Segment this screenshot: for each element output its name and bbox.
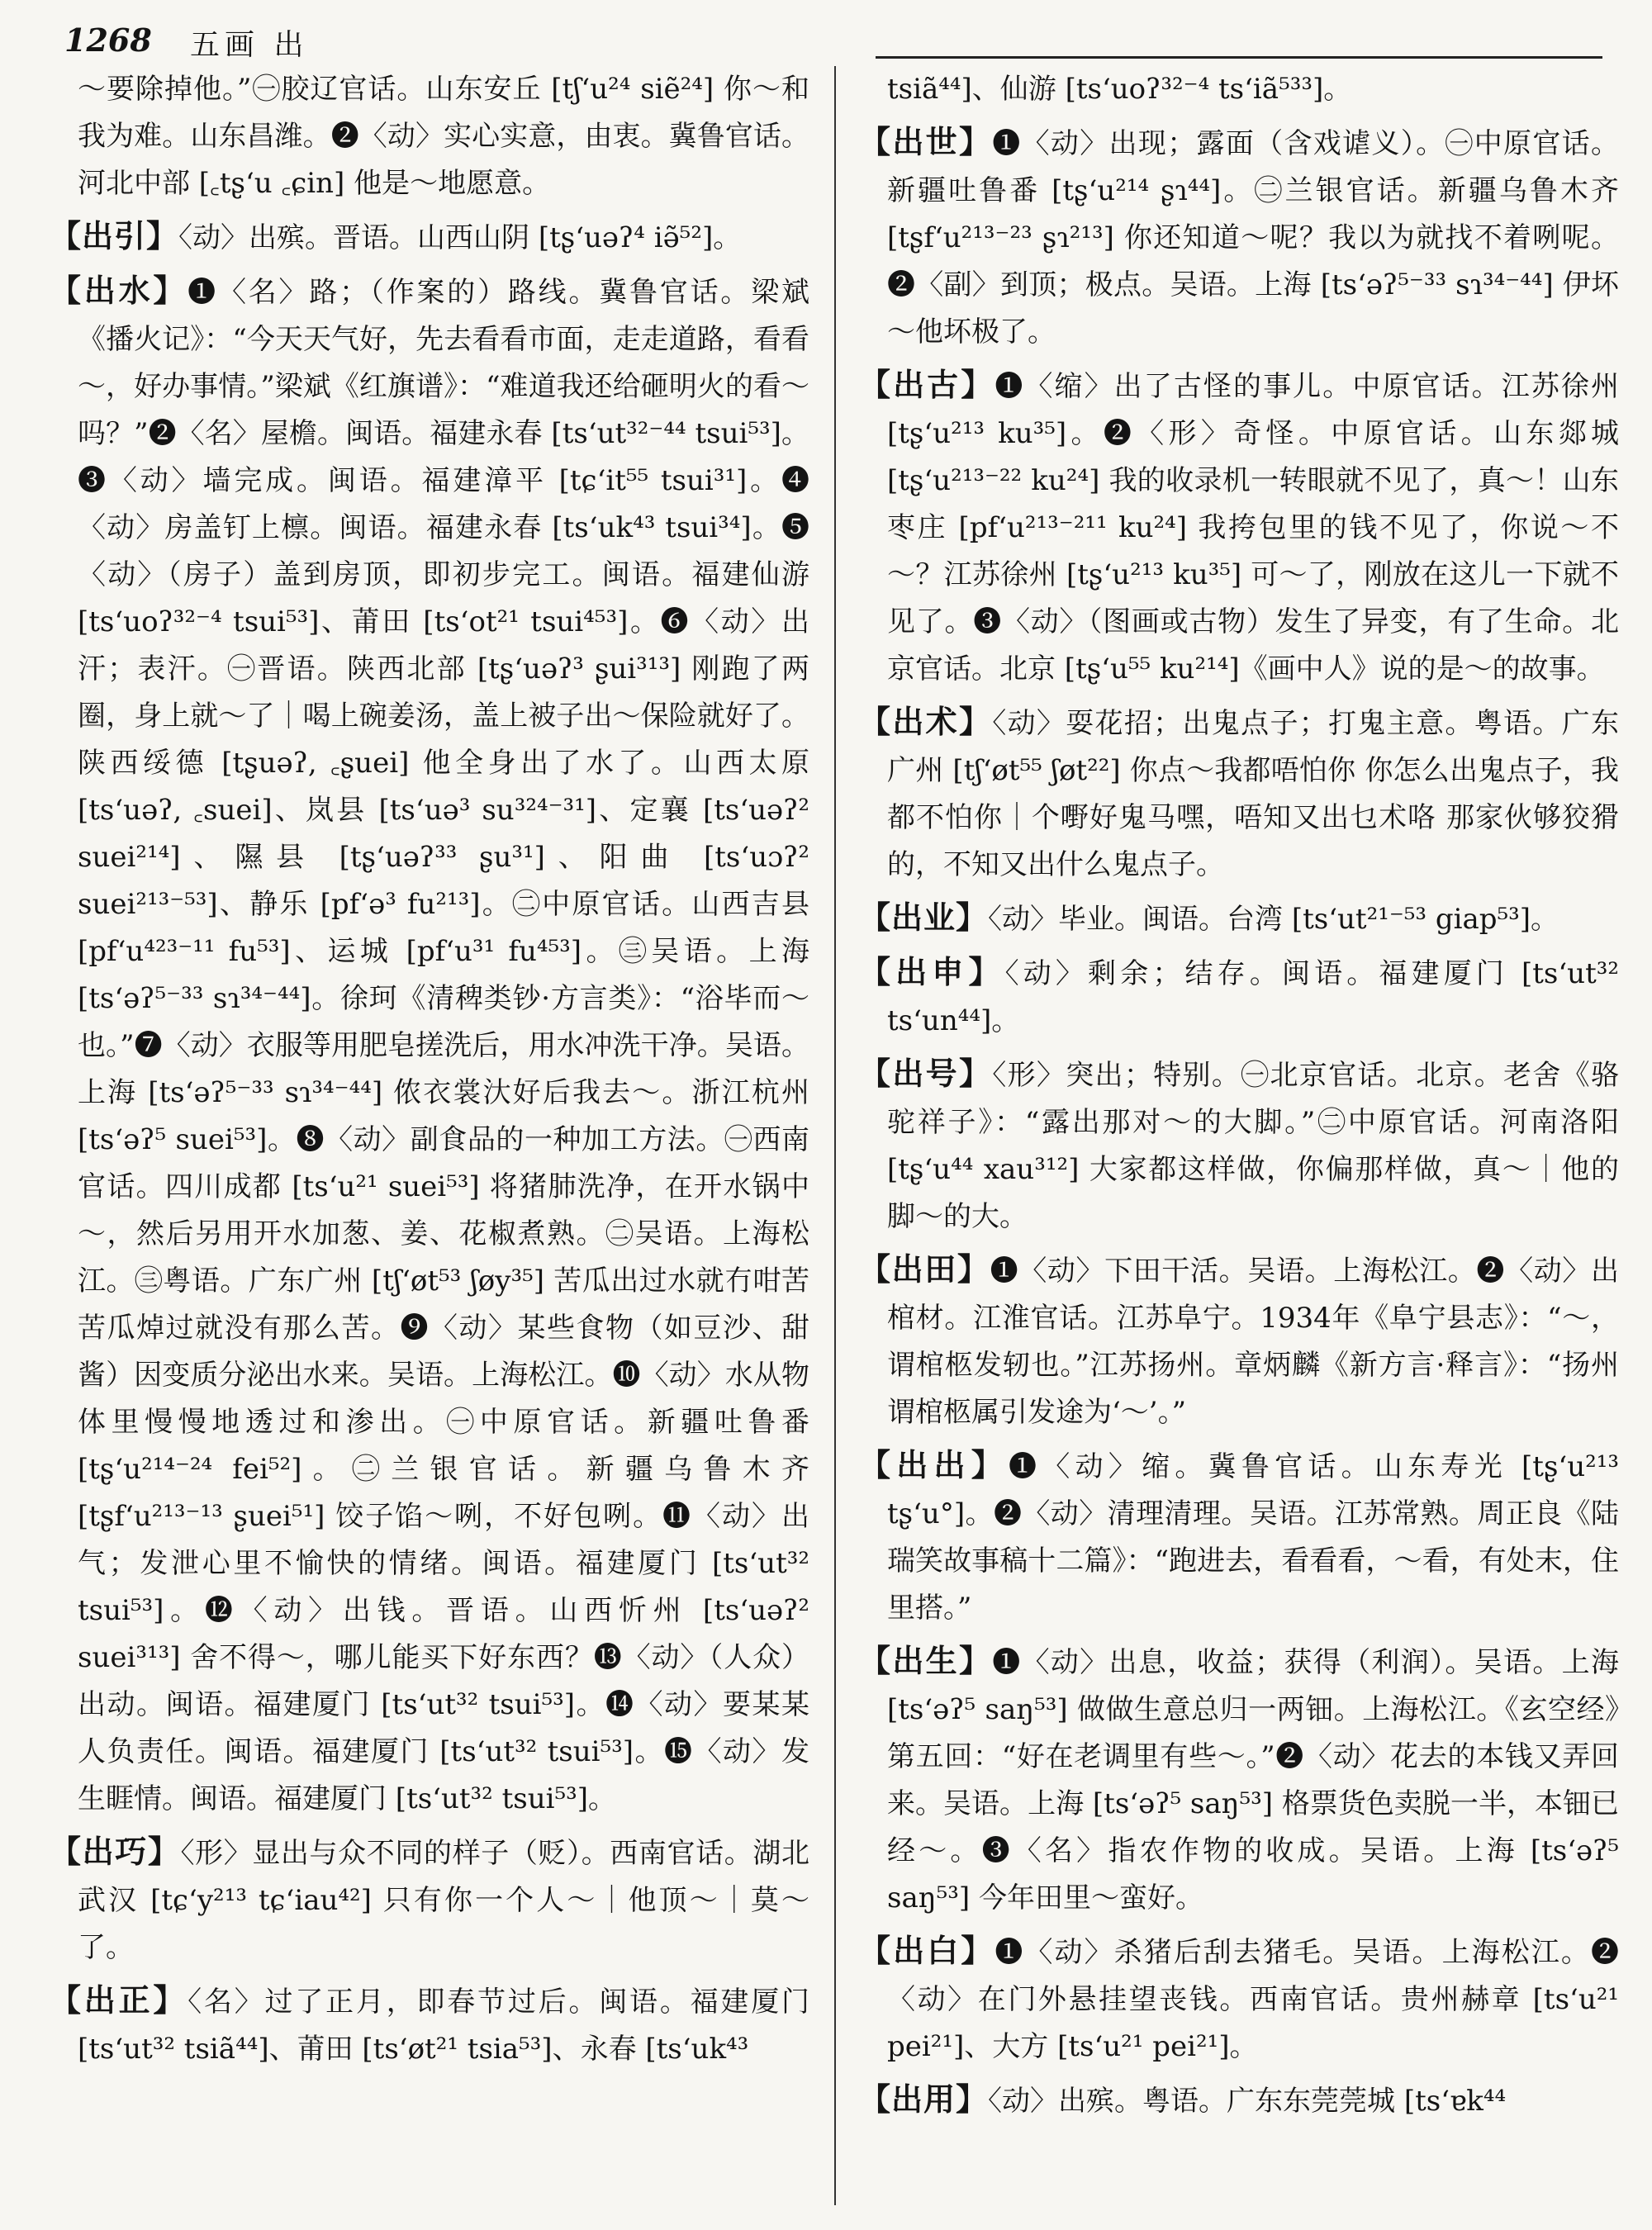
entry-body: tsiã⁴⁴]、仙游 [ts‘uoʔ³²⁻⁴ ts‘iã⁵³³]。 <box>887 73 1352 106</box>
dictionary-entry <box>859 894 1619 943</box>
entry-headword: 【出号】 <box>859 1055 993 1092</box>
dictionary-entry <box>859 1245 1619 1436</box>
dictionary-entry <box>859 1050 1619 1241</box>
entry-headword: 【出出】 <box>859 1446 1009 1483</box>
entry-body: ❶〈名〉路；（作案的）路线。冀鲁官话。梁斌《播火记》：“今天天气好，先去看看市面，走走道路，看看～，好办事情。”梁斌《红旗谱》：“难道我还给砸明火的看～吗？”❷〈名〉屋檐。闽语。福建永春 [ts‘ut³²⁻⁴⁴ tsui⁵³]。❸〈动〉墙完成。闽语。福建漳平 [tɕ‘it⁵⁵ tsui³¹]。❹〈动〉房盖钉上檩。闽语。福建永春 [ts‘uk⁴³ tsui³⁴]。❺〈动〉（房子）盖到房顶，即初步完工。闽语。福建仙游 [ts‘uoʔ³²⁻⁴ tsui⁵³]、莆田 [ts‘ot²¹ tsui⁴⁵³]。❻〈动〉出汗；表汗。㊀晋语。陕西北部 [tʂ‘uəʔ³ ʂui³¹³] 刚跑了两圈，身上就～了｜喝上碗姜汤，盖上被子出～保险就好了。陕西绥德 [tʂuəʔ, ꜀ʂuei] 他全身出了水了。山西太原 [ts‘uəʔ, ꜀suei]、岚县 [ts‘uə³ su³²⁴⁻³¹]、定襄 [ts‘uəʔ² suei²¹⁴]、隰县 [tʂ‘uəʔ³³ ʂu³¹]、阳曲 [ts‘uɔʔ² suei²¹³⁻⁵³]、静乐 [pf‘ə³ fu²¹³]。㊁中原官话。山西吉县 [pf‘u⁴²³⁻¹¹ fu⁵³]、运城 [pf‘u³¹ fu⁴⁵³]。㊂吴语。上海 [ts‘əʔ⁵⁻³³ sɿ³⁴⁻⁴⁴]。徐珂《清稗类钞·方言类》：“浴毕而～也。”❼〈动〉衣服等用肥皂搓洗后，用水冲洗干净。吴语。上海 [ts‘əʔ⁵⁻³³ sɿ³⁴⁻⁴⁴] 侬衣裳汏好后我去～。浙江杭州 [ts‘əʔ⁵ suei⁵³]。❽〈动〉副食品的一种加工方法。㊀西南官话。四川成都 [ts‘u²¹ suei⁵³] 将猪肺洗净，在开水锅中～，然后另用开水加葱、姜、花椒煮熟。㊁吴语。上海松江。㊂粤语。广东广州 [tʃ‘øt⁵³ ʃøy³⁵] 苦瓜出过水就冇咁苦 苦瓜焯过就没有那么苦。❾〈动〉某些食物（如豆沙、甜酱）因变质分泌出水来。吴语。上海松江。❿〈动〉水从物体里慢慢地透过和渗出。㊀中原官话。新疆吐鲁番 [tʂ‘u²¹⁴⁻²⁴ fei⁵²]。㊁兰银官话。新疆乌鲁木齐 [tʂf‘u²¹³⁻¹³ ʂuei⁵¹] 饺子馅～咧，不好包咧。⓫〈动〉出气；发泄心里不愉快的情绪。闽语。福建厦门 [ts‘ut³² tsui⁵³]。⓬〈动〉出钱。晋语。山西忻州 [ts‘uəʔ² suei³¹³] 舍不得～，哪儿能买下好东西？⓭〈动〉（人众）出动。闽语。福建厦门 [ts‘ut³² tsui⁵³]。⓮〈动〉要某某人负责任。闽语。福建厦门 [ts‘ut³² tsui⁵³]。⓯〈动〉发生睚情。闽语。福建厦门 [ts‘ut³² tsui⁵³]。 <box>78 276 809 1815</box>
entry-headword: 【出业】 <box>859 899 989 936</box>
header-rule <box>876 56 1602 59</box>
dictionary-entry <box>859 698 1619 889</box>
right-column <box>859 66 1619 2213</box>
entry-body: 〈名〉过了正月，即春节过后。闽语。福建厦门 [ts‘ut³² tsiã⁴⁴]、莆田 [ts‘øt²¹ tsia⁵³]、永春 [ts‘uk⁴³ <box>78 1986 809 2066</box>
entry-headword: 【出水】 <box>50 272 188 309</box>
dictionary-entry <box>50 1828 809 1971</box>
entry-body: ❶〈动〉杀猪后刮去猪毛。吴语。上海松江。❷〈动〉在门外悬挂望丧钱。西南官话。贵州赫章 [ts‘u²¹ pei²¹]、大方 [ts‘u²¹ pei²¹]。 <box>887 1936 1619 2063</box>
entry-headword: 【出世】 <box>859 123 993 160</box>
entry-headword: 【出引】 <box>50 217 179 254</box>
entry-body: ❶〈缩〉出了古怪的事儿。中原官话。江苏徐州 [tʂ‘u²¹³ ku³⁵]。❷〈形〉奇怪。中原官话。山东郯城 [tʂ‘u²¹³⁻²² ku²⁴] 我的收录机一转眼就不见了，真～！山东枣庄 [pf‘u²¹³⁻²¹¹ ku²⁴] 我挎包里的钱不见了，你说～不～？江苏徐州 [tʂ‘u²¹³ ku³⁵] 可～了，刚放在这儿一下就不见了。❸〈动〉（图画或古物）发生了异变，有了生命。北京官话。北京 [tʂ‘u⁵⁵ ku²¹⁴]《画中人》说的是～的故事。 <box>887 370 1619 686</box>
dictionary-entry <box>859 361 1619 693</box>
entry-body: 〈动〉剩余；结存。闽语。福建厦门 [ts‘ut³² ts‘un⁴⁴]。 <box>887 957 1619 1037</box>
entry-headword: 【出正】 <box>50 1981 188 2019</box>
dictionary-entry <box>50 212 809 262</box>
left-column <box>50 66 809 2213</box>
entry-headword: 【出术】 <box>859 703 993 740</box>
entry-headword: 【出生】 <box>859 1642 993 1679</box>
entry-body: 〈动〉出殡。粤语。广东东莞莞城 [ts‘ɐk⁴⁴ <box>988 2085 1507 2118</box>
entry-headword: 【出巧】 <box>50 1833 181 1870</box>
entry-body: ～要除掉他。”㊀胶辽官话。山东安丘 [tʃ‘u²⁴ siẽ²⁴] 你～和我为难。山东昌潍。❷〈动〉实心实意，由衷。冀鲁官话。河北中部 [꜀tʂ‘u ꜀ɕin] 他是～地愿意。 <box>78 73 809 200</box>
entry-continuation <box>859 66 1619 113</box>
entry-continuation <box>50 66 809 207</box>
entry-body: ❶〈动〉出现；露面（含戏谑义）。㊀中原官话。新疆吐鲁番 [tʂ‘u²¹⁴ ʂɿ⁴⁴]。㊁兰银官话。新疆乌鲁木齐 [tʂf‘u²¹³⁻²³ ʂɿ²¹³] 你还知道～呢？我以为就找不着咧呢。❷〈副〉到顶；极点。吴语。上海 [ts‘əʔ⁵⁻³³ sɿ³⁴⁻⁴⁴] 伊坏～他坏极了。 <box>887 127 1619 349</box>
dictionary-entry <box>50 267 809 1823</box>
entry-body: 〈形〉显出与众不同的样子（贬）。西南官话。湖北武汉 [tɕ‘y²¹³ tɕ‘iau⁴²] 只有你一个人～｜他顶～｜莫～了。 <box>78 1837 809 1964</box>
dictionary-entry <box>859 118 1619 356</box>
column-divider <box>834 66 836 2205</box>
dictionary-entry <box>859 1637 1619 1922</box>
running-head: 五画 出 <box>190 28 309 62</box>
page-header <box>50 15 1602 66</box>
entry-headword: 【出古】 <box>859 366 995 403</box>
entry-body: 〈动〉出殡。晋语。山西山阴 [tʂ‘uəʔ⁴ iə̃⁵²]。 <box>178 221 742 254</box>
entry-headword: 【出用】 <box>859 2081 989 2118</box>
entry-headword: 【出白】 <box>859 1932 995 1969</box>
entry-body: ❶〈动〉缩。冀鲁官话。山东寿光 [tʂ‘u²¹³ tʂ‘u°]。❷〈动〉清理清理。吴语。江苏常熟。周正良《陆瑞笑故事稿十二篇》：“跑进去，看看看，～看，有处末，住里搭。” <box>887 1450 1619 1625</box>
dictionary-entry <box>859 1927 1619 2071</box>
entry-body: 〈动〉毕业。闽语。台湾 [ts‘ut²¹⁻⁵³ giap⁵³]。 <box>988 903 1559 936</box>
entry-body: ❶〈动〉出息，收益；获得（利润）。吴语。上海 [ts‘əʔ⁵ saŋ⁵³] 做做生意总归一两钿。上海松江。《玄空经》第五回：“好在老调里有些～。”❷〈动〉花去的本钱又弄回来。吴语。上海 [ts‘əʔ⁵ saŋ⁵³] 格票货色卖脱一半，本钿已经～。❸〈名〉指农作物的收成。吴语。上海 [ts‘əʔ⁵ saŋ⁵³] 今年田里～蛮好。 <box>887 1646 1619 1914</box>
dictionary-entry <box>859 1441 1619 1632</box>
entry-headword: 【出申】 <box>859 953 1005 990</box>
entry-body: ❶〈动〉下田干活。吴语。上海松江。❷〈动〉出棺材。江淮官话。江苏阜宁。1934年《阜宁县志》：“～，谓棺柩发轫也。”江苏扬州。章炳麟《新方言·释言》：“扬州谓棺柩属引发途为‘～’。” <box>887 1255 1619 1429</box>
dictionary-entry <box>859 2076 1619 2125</box>
page-number: 1268 <box>64 21 152 59</box>
entry-body: 〈形〉突出；特别。㊀北京官话。北京。老舍《骆驼祥子》：“露出那对～的大脚。”㊁中原官话。河南洛阳 [tʂ‘u⁴⁴ xau³¹²] 大家都这样做，你偏那样做，真～｜他的脚～的大。 <box>887 1059 1619 1233</box>
dictionary-entry <box>859 948 1619 1045</box>
dictionary-entry <box>50 1976 809 2073</box>
entry-headword: 【出田】 <box>859 1250 990 1288</box>
entry-body: 〈动〉耍花招；出鬼点子；打鬼主意。粤语。广东广州 [tʃ‘øt⁵⁵ ʃøt²²] 你点～我都唔怕你 你怎么出鬼点子，我都不怕你｜个嘢好鬼马嘿，唔知又出乜术咯 那家伙够狡猾的，不知又出什么鬼点子。 <box>887 707 1619 881</box>
